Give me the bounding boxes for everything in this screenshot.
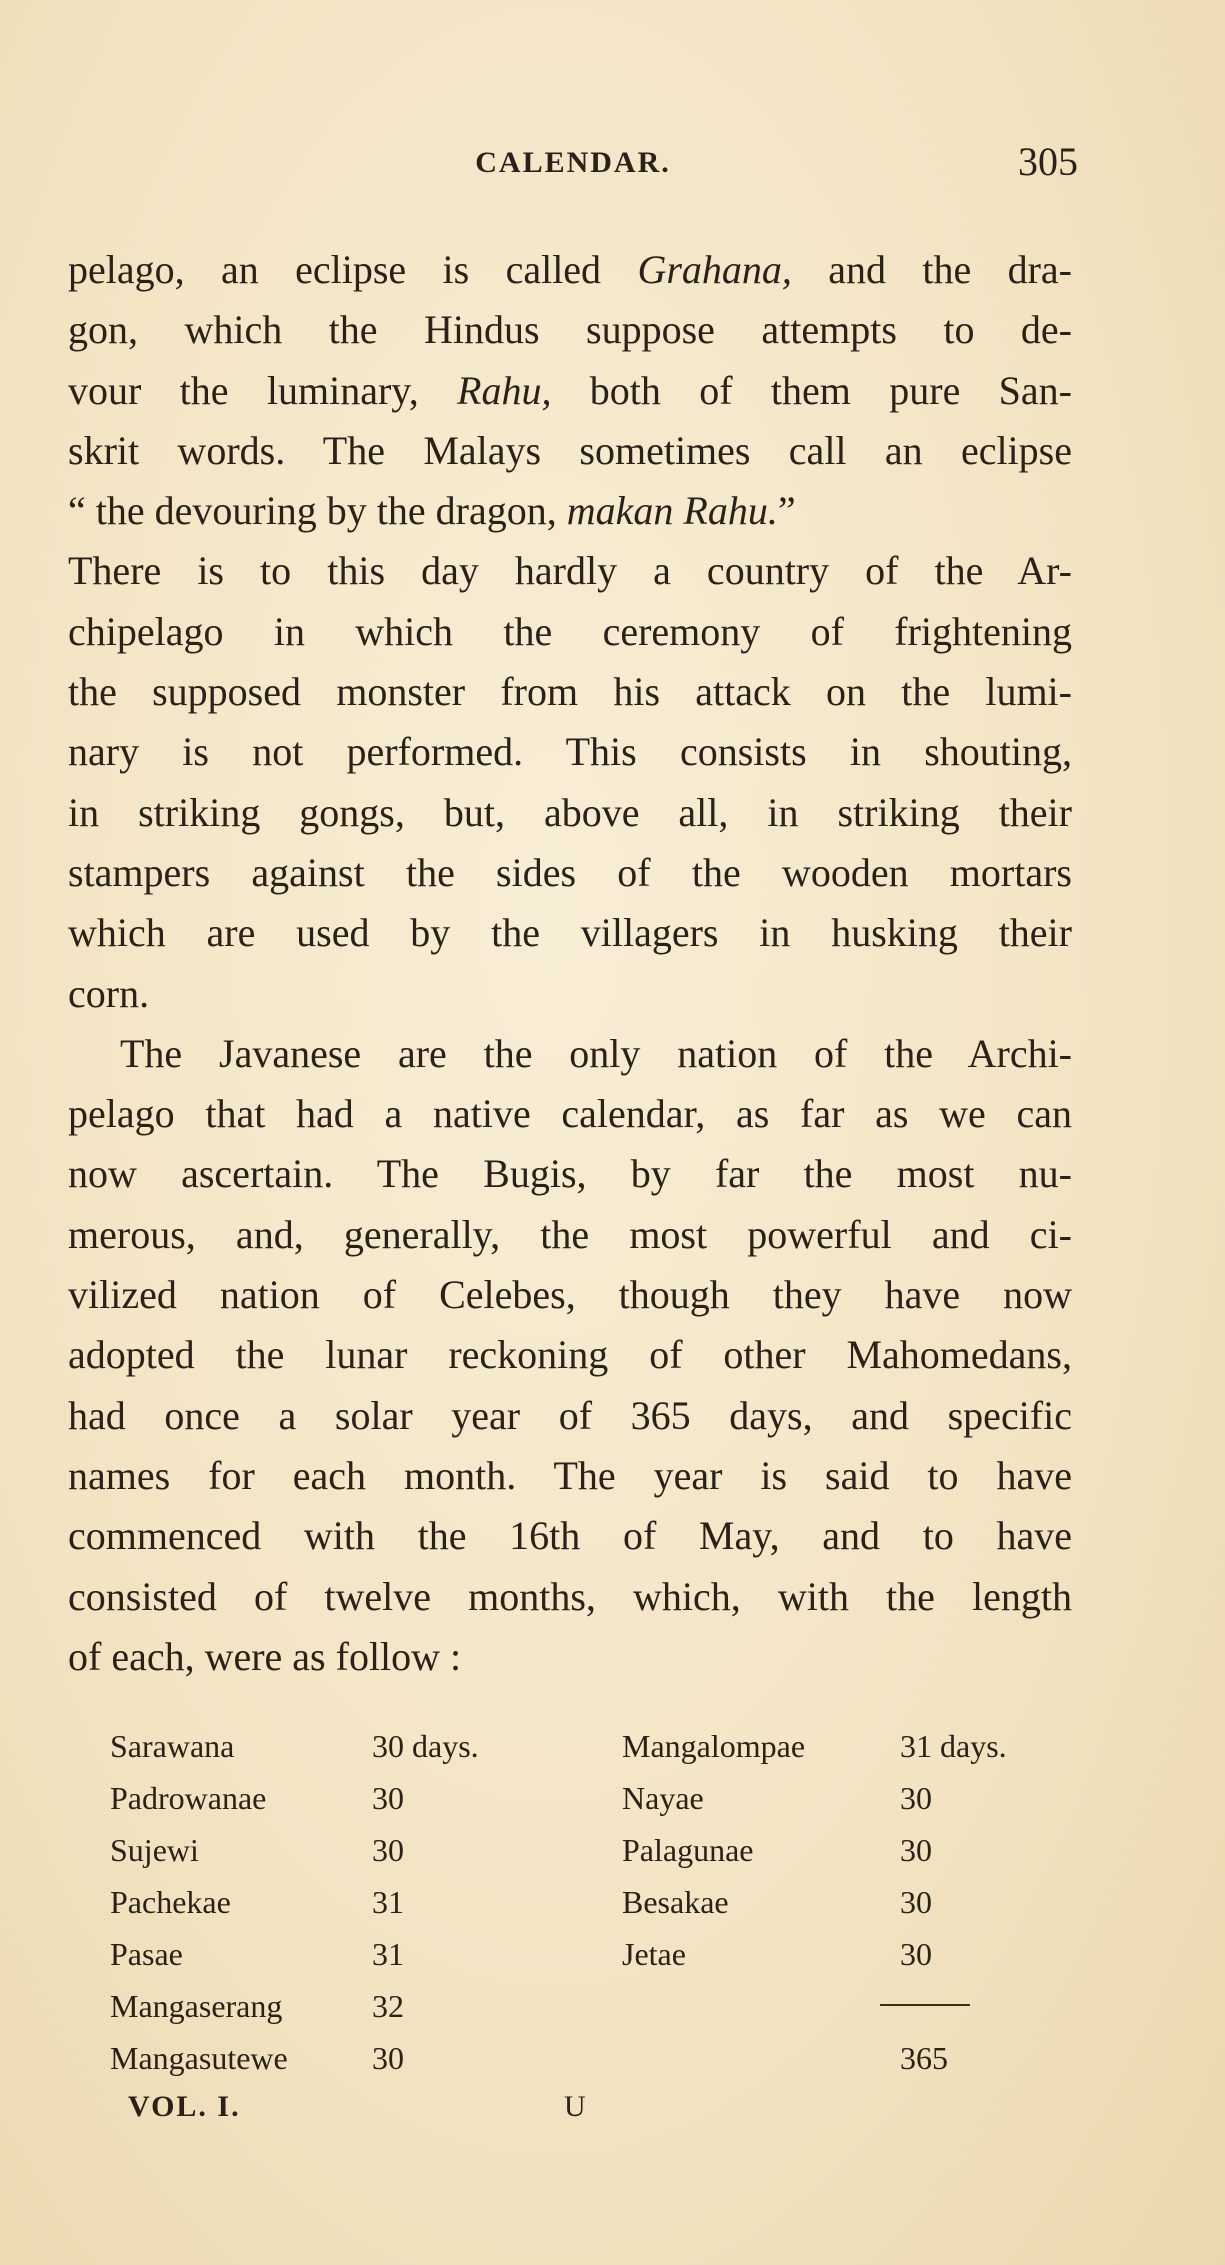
- text-segment: in striking gongs, but, above all, in striking their: [68, 789, 1072, 835]
- text-line: [68, 1506, 1072, 1566]
- month-name: Jetae: [622, 1936, 686, 1972]
- table-row: [110, 1980, 1070, 2032]
- text-line: [68, 541, 1072, 601]
- text-segment: stampers against the sides of the wooden mortars: [68, 849, 1072, 895]
- day-count: 30: [372, 1832, 404, 1868]
- text-segment: consisted of twelve months, which, with the length: [68, 1573, 1072, 1619]
- month-name: Besakae: [622, 1884, 729, 1920]
- text-segment: both of them pure San-: [551, 367, 1072, 413]
- page-footer: [128, 2090, 628, 2140]
- text-segment: now ascertain. The Bugis, by far the most nu-: [68, 1151, 1072, 1197]
- text-line: [68, 1325, 1072, 1385]
- month-name: Palagunae: [622, 1832, 754, 1868]
- text-line: [68, 964, 1072, 1024]
- running-title: CALENDAR.: [475, 146, 671, 179]
- table-row: [110, 1720, 1070, 1772]
- table-row: [110, 1772, 1070, 1824]
- text-segment: and the dra-: [791, 247, 1073, 292]
- text-line: [68, 1567, 1072, 1627]
- text-segment: chipelago in which the ceremony of frightening: [68, 608, 1072, 654]
- table-row: [110, 1928, 1070, 1980]
- text-segment: pelago that had a native calendar, as far as we can: [68, 1091, 1072, 1137]
- text-line: [68, 300, 1072, 360]
- text-line: [68, 843, 1072, 903]
- text-line: [68, 662, 1072, 722]
- day-count: 30: [372, 2040, 404, 2076]
- day-count: 31: [372, 1884, 404, 1920]
- text-line: [68, 1265, 1072, 1325]
- text-segment: vilized nation of Celebes, though they have now: [68, 1272, 1072, 1318]
- day-count: 32: [372, 1988, 404, 2024]
- text-line: [68, 1205, 1072, 1265]
- month-name: Sarawana: [110, 1728, 235, 1764]
- day-count: 31: [372, 1936, 404, 1972]
- text-line: [68, 602, 1072, 662]
- text-line: [68, 722, 1072, 782]
- month-name: Mangaserang: [110, 1988, 283, 2024]
- month-name: Padrowanae: [110, 1780, 267, 1816]
- month-name: Pachekae: [110, 1884, 231, 1920]
- page-number: 305: [1018, 139, 1078, 184]
- text-segment: nary is not performed. This consists in shouting,: [68, 729, 1072, 775]
- text-line: [68, 1446, 1072, 1506]
- text-line: [68, 1084, 1072, 1144]
- text-segment: ”: [777, 488, 796, 534]
- text-segment: The Javanese are the only nation of the Archi-: [120, 1030, 1072, 1076]
- text-segment: adopted the lunar reckoning of other Mahomedans,: [68, 1332, 1072, 1378]
- day-count: 30: [900, 1780, 932, 1816]
- month-name: Mangasutewe: [110, 2040, 288, 2076]
- text-segment: There is to this day hardly a country of the Ar-: [68, 548, 1072, 594]
- day-count: 30: [900, 1884, 932, 1920]
- text-segment: names for each month. The year is said to have: [68, 1452, 1072, 1498]
- text-line: [68, 421, 1072, 481]
- months-table: [110, 1720, 1070, 2084]
- text-segment: which are used by the villagers in husking their: [68, 910, 1072, 956]
- day-count: 30 days.: [372, 1728, 479, 1764]
- text-segment: gon, which the Hindus suppose attempts to de-: [68, 307, 1072, 353]
- text-line: [68, 1627, 1072, 1687]
- italic-term: makan Rahu.: [566, 488, 778, 534]
- text-segment: commenced with the 16th of May, and to have: [68, 1513, 1072, 1559]
- month-name: Nayae: [622, 1780, 704, 1816]
- table-row: [110, 1824, 1070, 1876]
- text-segment: corn.: [68, 970, 150, 1016]
- text-segment: “ the devouring by the dragon,: [68, 488, 567, 534]
- text-segment: vour the luminary,: [68, 367, 458, 413]
- text-segment: the supposed monster from his attack on the lumi-: [68, 669, 1072, 715]
- text-segment: had once a solar year of 365 days, and specific: [68, 1392, 1072, 1438]
- italic-term: Rahu,: [457, 367, 552, 413]
- page-header: [68, 138, 1078, 188]
- text-line: [68, 1386, 1072, 1446]
- month-name: Mangalompae: [622, 1728, 806, 1764]
- month-name: Pasae: [110, 1936, 183, 1972]
- sum-rule: [880, 2004, 970, 2006]
- table-row: [110, 2032, 1070, 2084]
- table-row: [110, 1876, 1070, 1928]
- body-text: [68, 240, 1072, 1687]
- month-name: Sujewi: [110, 1832, 199, 1868]
- day-count: 30: [372, 1780, 404, 1816]
- italic-term: Grahana,: [637, 247, 792, 292]
- text-line: [68, 1144, 1072, 1204]
- text-line: [68, 361, 1072, 421]
- text-line: [68, 481, 1072, 541]
- text-line: [68, 903, 1072, 963]
- gathering-mark: U: [564, 2090, 586, 2123]
- volume-signature: VOL. I.: [128, 2090, 241, 2123]
- text-line: [68, 240, 1072, 300]
- text-segment: merous, and, generally, the most powerful and ci-: [68, 1211, 1072, 1257]
- text-segment: pelago, an eclipse is called: [68, 247, 638, 292]
- text-line: [68, 783, 1072, 843]
- day-count: 30: [900, 1832, 932, 1868]
- day-count: 31 days.: [900, 1728, 1007, 1764]
- day-count: 365: [900, 2040, 948, 2076]
- text-line: [68, 1024, 1072, 1084]
- text-segment: skrit words. The Malays sometimes call an eclipse: [68, 427, 1072, 473]
- day-count: 30: [900, 1936, 932, 1972]
- text-segment: of each, were as follow :: [68, 1633, 462, 1679]
